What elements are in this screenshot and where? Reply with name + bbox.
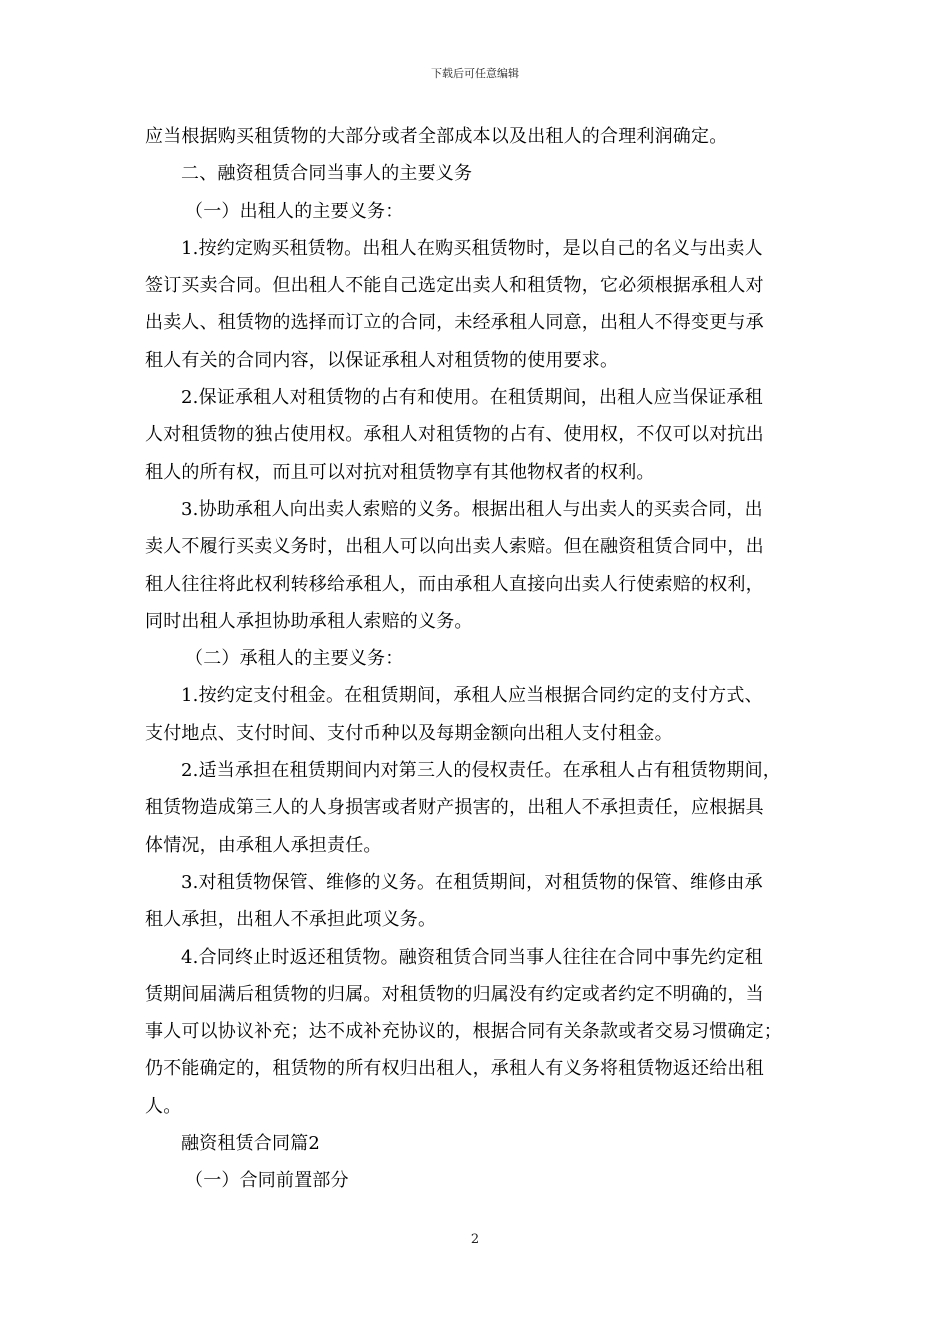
text-line: 体情况，由承租人承担责任。: [145, 834, 382, 856]
text-line: 人。: [145, 1095, 182, 1117]
text-line: 同时出租人承担协助承租人索赔的义务。: [145, 610, 473, 632]
text-line: 2.保证承租人对租赁物的占有和使用。在租赁期间，出租人应当保证承租: [181, 387, 763, 409]
text-line: （一）出租人的主要义务：: [185, 200, 404, 222]
text-line: 1.按约定购买租赁物。出租人在购买租赁物时，是以自己的名义与出卖人: [181, 237, 763, 259]
text-line: 4.合同终止时返还租赁物。融资租赁合同当事人往往在合同中事先约定租: [181, 946, 763, 968]
text-line: 1.按约定支付租金。在租赁期间，承租人应当根据合同约定的支付方式、: [181, 685, 763, 707]
text-line: 赁期间届满后租赁物的归属。对租赁物的归属没有约定或者约定不明确的，当: [145, 983, 764, 1005]
text-line: 支付地点、支付时间、支付币种以及每期金额向出租人支付租金。: [145, 722, 673, 744]
page-header: 下载后可任意编辑: [431, 67, 519, 80]
text-line: 签订买卖合同。但出租人不能自己选定出卖人和租赁物，它必须根据承租人对: [145, 275, 764, 297]
text-line: 人对租赁物的独占使用权。承租人对租赁物的占有、使用权，不仅可以对抗出: [145, 424, 764, 446]
text-line: 卖人不履行买卖义务时，出租人可以向出卖人索赔。但在融资租赁合同中，出: [145, 536, 764, 558]
text-line: （二）承租人的主要义务：: [185, 648, 404, 670]
text-line: 二、融资租赁合同当事人的主要义务: [181, 163, 473, 185]
text-line: 租人有关的合同内容，以保证承租人对租赁物的使用要求。: [145, 349, 619, 371]
text-line: 3.对租赁物保管、维修的义务。在租赁期间，对租赁物的保管、维修由承: [181, 871, 763, 893]
text-line: （一）合同前置部分: [185, 1170, 349, 1192]
text-line: 租人的所有权，而且可以对抗对租赁物享有其他物权者的权利。: [145, 461, 655, 483]
text-line: 仍不能确定的，租赁物的所有权归出租人，承租人有义务将租赁物返还给出租: [145, 1058, 764, 1080]
text-line: 出卖人、租赁物的选择而订立的合同，未经承租人同意，出租人不得变更与承: [145, 312, 764, 334]
text-line: 融资租赁合同篇2: [181, 1133, 321, 1155]
document-body: [145, 118, 807, 1200]
text-line: 租人承担，出租人不承担此项义务。: [145, 909, 437, 931]
text-line: 事人可以协议补充；达不成补充协议的，根据合同有关条款或者交易习惯确定；: [145, 1021, 782, 1043]
text-line: 租人往往将此权利转移给承租人，而由承租人直接向出卖人行使索赔的权利，: [145, 573, 764, 595]
text-line: 租赁物造成第三人的人身损害或者财产损害的，出租人不承担责任，应根据具: [145, 797, 764, 819]
text-line: 应当根据购买租赁物的大部分或者全部成本以及出租人的合理利润确定。: [145, 126, 728, 147]
text-line: 2.适当承担在租赁期间内对第三人的侵权责任。在承租人占有租赁物期间，: [181, 760, 781, 782]
text-line: 3.协助承租人向出卖人索赔的义务。根据出租人与出卖人的买卖合同，出: [181, 498, 763, 520]
page-number: 2: [470, 1232, 480, 1247]
